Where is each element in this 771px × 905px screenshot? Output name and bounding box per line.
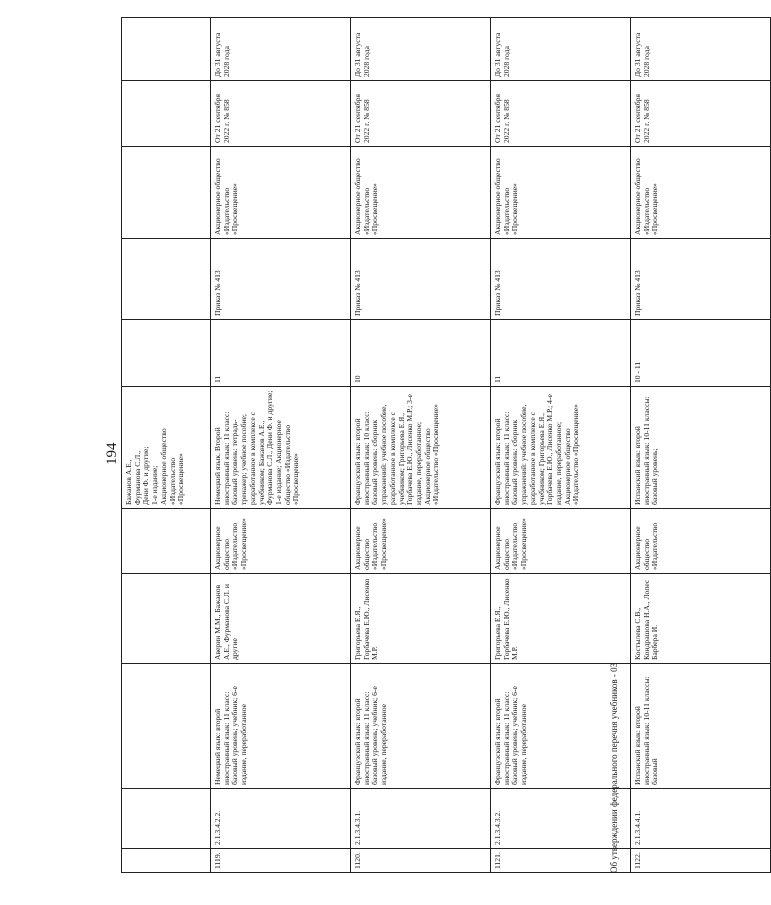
table-cell: [122, 239, 211, 320]
table-row: [122, 18, 211, 873]
textbook-publisher: Акционерное общество «Издательство «Просвещение»: [211, 509, 351, 574]
row-number: 1119.: [211, 849, 351, 873]
textbook-publisher: Акционерное общество «Издательство «Просвещение»: [491, 509, 631, 574]
organization: Акционерное общество «Издательство «Просвещение»: [631, 147, 771, 239]
organization: Акционерное общество «Издательство «Просвещение»: [211, 147, 351, 239]
table-cell: [122, 849, 211, 873]
auxiliary-material: Немецкий язык. Второй иностранный язык: 11 класс: базовый уровень: тетрадь-тренажер; учебное пособие; разработанное в комплексе с учебником; Бажанов А.Е., Фурманова С.Л., Дени Ф. и другие; 1-е издание; Акционерное общество «Издательство «Просвещение»: [211, 387, 351, 509]
table-cell: [122, 18, 211, 81]
valid-until: До 31 августа 2028 года: [491, 18, 631, 81]
textbook-list-table: [121, 17, 771, 873]
valid-from: От 21 сентября 2022 г. № 858: [351, 81, 491, 147]
textbook-authors: Григорьева Е.Я., Горбачева Е.Ю., Лисенко М.Р.: [491, 574, 631, 664]
text-line: Фурманова С.Л.,: [132, 450, 142, 505]
textbook-authors: Костылева С.В., Кондрашова Н.А., Лопес Барбера И.: [631, 574, 771, 664]
valid-from: От 21 сентября 2022 г. № 858: [631, 81, 771, 147]
order-ref: Приказ № 413: [211, 239, 351, 320]
table-row: [211, 18, 351, 873]
order-ref: Приказ № 413: [351, 239, 491, 320]
page-footer: Об утверждении федерального перечня учебников - 03: [609, 662, 619, 873]
table-cell: [122, 789, 211, 849]
table-cell-aux-continued: [122, 387, 211, 509]
text-line: «Просвещение»: [176, 453, 186, 505]
table-cell: [122, 81, 211, 147]
row-code: 2.1.3.4.3.2.: [491, 789, 631, 849]
textbook-authors: Аверин М.М., Бажанов А.Е., Фурманова С.Л. и другие: [211, 574, 351, 664]
valid-until: До 31 августа 2028 года: [631, 18, 771, 81]
textbook-title: Испанский язык: второй иностранный язык: 10-11 классы: базовый: [631, 664, 771, 789]
row-number: 1120.: [351, 849, 491, 873]
text-line: «Издательство: [167, 457, 177, 505]
text-line: Дени Ф. и другие;: [141, 446, 151, 505]
textbook-authors: Григорьева Е.Я., Горбачева Е.Ю., Лисенко М.Р.: [351, 574, 491, 664]
organization: Акционерное общество «Издательство «Просвещение»: [491, 147, 631, 239]
table-cell: [122, 320, 211, 387]
page-number: 194: [104, 442, 120, 465]
valid-from: От 21 сентября 2022 г. № 858: [491, 81, 631, 147]
textbook-title: Немецкий язык: второй иностранный язык: 11 класс: базовый уровень; учебник; 6-е издание, переработанное: [211, 664, 351, 789]
table-cell: [122, 509, 211, 574]
textbook-publisher: Акционерное общество «Издательство «Просвещение»: [351, 509, 491, 574]
textbook-title: Французский язык: второй иностранный язык: 11 класс: базовый уровень; учебник; 6-е издание, переработанное: [491, 664, 631, 789]
grade: 11: [211, 320, 351, 387]
table-cell: [122, 147, 211, 239]
auxiliary-material: Французский язык: второй иностранный язык: 11 класс: базовый уровень: сборник упражнений: учебное пособие, разработанное в комплексе с учебником; Григорьева Е.Я., Горбачева Е.Ю., Лисенко М.Р.; 4-е издание, переработанное; Акционерное общество «Издательство «Просвещение»: [491, 387, 631, 509]
row-number: 1122.: [631, 849, 771, 873]
order-ref: Приказ № 413: [631, 239, 771, 320]
grade: 10 - 11: [631, 320, 771, 387]
row-number: 1121.: [491, 849, 631, 873]
table-cell: [122, 574, 211, 664]
textbook-title: Французский язык: второй иностранный язык: 11 класс: базовый уровень; учебник; 6-е издание, переработанное: [351, 664, 491, 789]
text-line: Бажанов А.Е.,: [124, 459, 133, 505]
grade: 11: [491, 320, 631, 387]
auxiliary-material: Французский язык: второй иностранный язык: 10 класс: базовый уровень: сборник упражнений: учебное пособие, разработанное в комплексе с учебником; Григорьева Е.Я., Горбачева Е.Ю., Лисенко М.Р.; 3-е издание, переработанное; Акционерное общество «Издательство «Просвещение»: [351, 387, 491, 509]
table-row: [631, 18, 771, 873]
text-line: Акционерное общество: [158, 428, 168, 505]
text-line: 1-е издание;: [150, 465, 160, 505]
organization: Акционерное общество «Издательство «Просвещение»: [351, 147, 491, 239]
valid-until: До 31 августа 2028 года: [351, 18, 491, 81]
textbook-publisher: Акционерное общество «Издательство: [631, 509, 771, 574]
valid-until: До 31 августа 2028 года: [211, 18, 351, 81]
row-code: 2.1.3.4.4.1.: [631, 789, 771, 849]
order-ref: Приказ № 413: [491, 239, 631, 320]
table-cell: [122, 664, 211, 789]
grade: 10: [351, 320, 491, 387]
valid-from: От 21 сентября 2022 г. № 858: [211, 81, 351, 147]
auxiliary-material: Испанский язык: второй иностранный язык: 10-11 классы: базовый уровень;: [631, 387, 771, 509]
row-code: 2.1.3.4.2.2.: [211, 789, 351, 849]
row-code: 2.1.3.4.3.1.: [351, 789, 491, 849]
table-row: [351, 18, 491, 873]
